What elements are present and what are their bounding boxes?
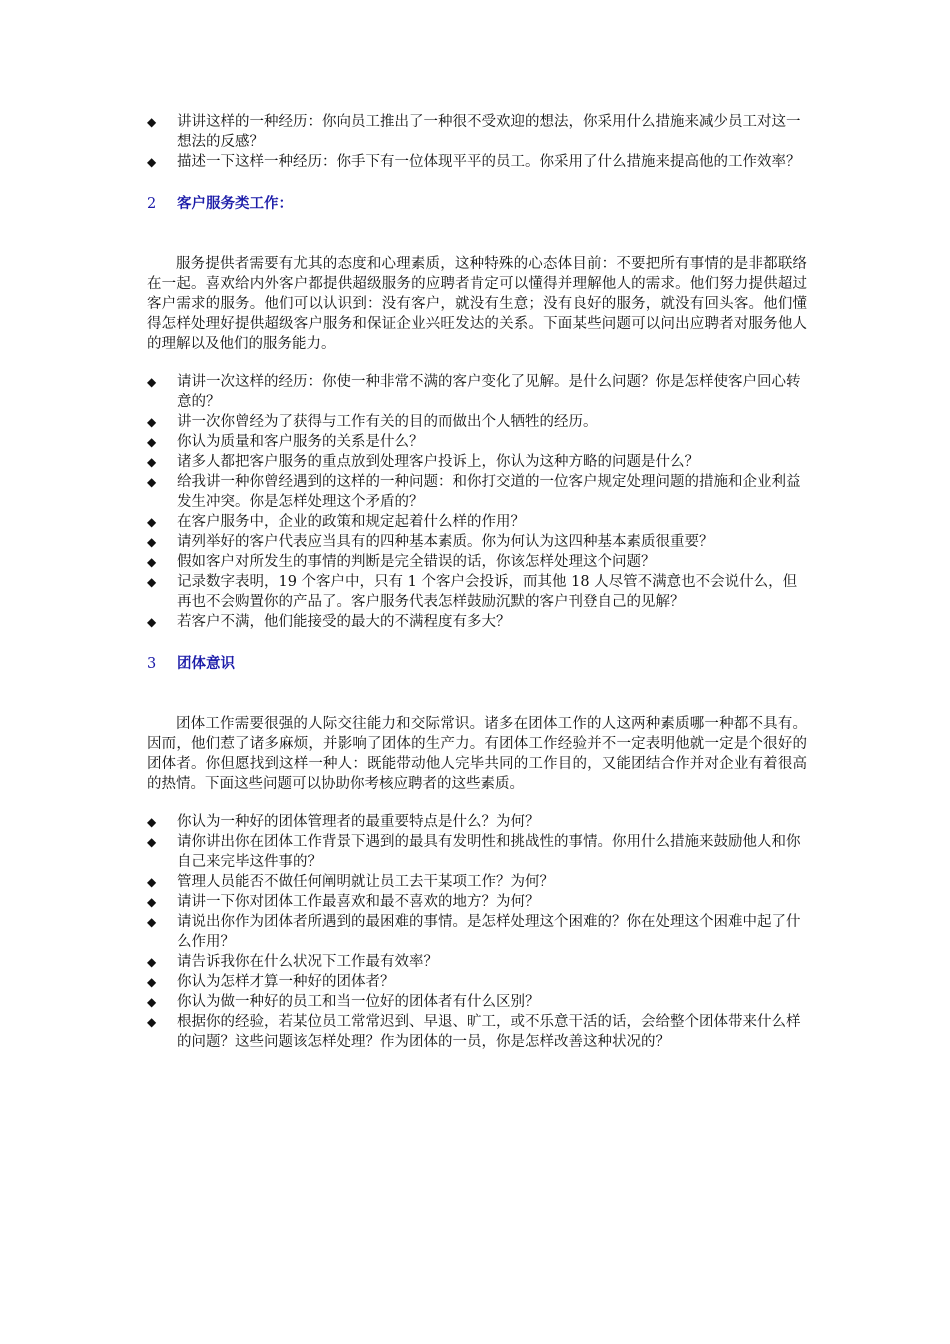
team-question-list — [147, 812, 807, 1052]
diamond-bullet-icon: ◆ — [147, 895, 157, 909]
document-page — [147, 112, 807, 1052]
section-paragraph: 团体工作需要很强的人际交往能力和交际常识。诸多在团体工作的人这两种素质哪一种都不具有。因而，他们惹了诸多麻烦，并影响了团体的生产力。有团体工作经验并不一定表明他就一定是个很好的团体者。你但愿找到这样一种人：既能带动他人完毕共同的工作目的，又能团结合作并对企业有着很高的热情。下面这些问题可以协助你考核应聘者的这些素质。 — [147, 716, 807, 792]
diamond-bullet-icon: ◆ — [147, 415, 157, 429]
list-item: ◆ 你认为怎样才算一种好的团体者？ — [147, 974, 395, 990]
list-item: ◆ 若客户不满，他们能接受的最大的不满程度有多大？ — [147, 614, 511, 630]
list-item: ◆ 根据你的经验，若某位员工常常迟到、早退、旷工，或不乐意干活的话，会给整个团体带来什么样的问题？这些问题该怎样处理？作为团体的一员，你是怎样改善这种状况的？ — [147, 1014, 801, 1050]
diamond-bullet-icon: ◆ — [147, 915, 157, 929]
diamond-bullet-icon: ◆ — [147, 615, 157, 629]
section-paragraph: 服务提供者需要有尤其的态度和心理素质，这种特殊的心态体目前：不要把所有事情的是非都联络在一起。喜欢给内外客户都提供超级服务的应聘者肯定可以懂得并理解他人的需求。他们努力提供超过客户需求的服务。他们可以认识到：没有客户，就没有生意；没有良好的服务，就没有回头客。他们懂得怎样处理好提供超级客户服务和保证企业兴旺发达的关系。下面某些问题可以问出应聘者对服务他人的理解以及他们的服务能力。 — [147, 256, 807, 352]
list-item: ◆ 请讲一次这样的经历：你使一种非常不满的客户变化了见解。是什么问题？你是怎样使客户回心转意的？ — [147, 374, 801, 410]
diamond-bullet-icon: ◆ — [147, 555, 157, 569]
diamond-bullet-icon: ◆ — [147, 975, 157, 989]
diamond-bullet-icon: ◆ — [147, 575, 157, 589]
list-item: ◆ 给我讲一种你曾经遇到的这样的一种问题：和你打交道的一位客户规定处理问题的措施和企业利益发生冲突。你是怎样处理这个矛盾的？ — [147, 474, 801, 510]
diamond-bullet-icon: ◆ — [147, 995, 157, 1009]
diamond-bullet-icon: ◆ — [147, 535, 157, 549]
list-item: ◆ 你认为做一种好的员工和当一位好的团体者有什么区别？ — [147, 994, 540, 1010]
list-item: ◆ 你认为质量和客户服务的关系是什么？ — [147, 434, 424, 450]
section-heading-team-awareness: 3 团体意识 — [147, 655, 235, 672]
section-heading-customer-service: 2 客户服务类工作： — [147, 195, 293, 212]
list-item: ◆ 请讲一下你对团体工作最喜欢和最不喜欢的地方？为何？ — [147, 894, 540, 910]
diamond-bullet-icon: ◆ — [147, 515, 157, 529]
diamond-bullet-icon: ◆ — [147, 455, 157, 469]
list-item: ◆ 管理人员能否不做任何阐明就让员工去干某项工作？为何？ — [147, 874, 554, 890]
diamond-bullet-icon: ◆ — [147, 815, 157, 829]
list-item: ◆ 请你讲出你在团体工作背景下遇到的最具有发明性和挑战性的事情。你用什么措施来鼓励他人和你自己来完毕这件事的？ — [147, 834, 801, 870]
diamond-bullet-icon: ◆ — [147, 875, 157, 889]
list-item: ◆ 请告诉我你在什么状况下工作最有效率？ — [147, 954, 438, 970]
diamond-bullet-icon: ◆ — [147, 155, 157, 169]
list-item: ◆ 讲讲这样的一种经历：你向员工推出了一种很不受欢迎的想法，你采用什么措施来减少员工对这一想法的反感？ — [147, 114, 801, 150]
list-item: ◆ 讲一次你曾经为了获得与工作有关的目的而做出个人牺牲的经历。 — [147, 414, 598, 430]
intro-question-list — [147, 112, 807, 172]
diamond-bullet-icon: ◆ — [147, 1015, 157, 1029]
list-item: ◆ 请说出你作为团体者所遇到的最困难的事情。是怎样处理这个困难的？你在处理这个困难中起了什么作用？ — [147, 914, 801, 950]
list-item: ◆ 你认为一种好的团体管理者的最重要特点是什么？为何？ — [147, 814, 540, 830]
diamond-bullet-icon: ◆ — [147, 475, 157, 489]
diamond-bullet-icon: ◆ — [147, 435, 157, 449]
list-item: ◆ 诸多人都把客户服务的重点放到处理客户投诉上，你认为这种方略的问题是什么？ — [147, 454, 699, 470]
list-item: ◆ 请列举好的客户代表应当具有的四种基本素质。你为何认为这四种基本素质很重要？ — [147, 534, 714, 550]
list-item: ◆ 记录数字表明，19 个客户中，只有 1 个客户会投诉，而其他 18 人尽管不满意也不会说什么，但再也不会购置你的产品了。客户服务代表怎样鼓励沉默的客户刊登自己的见解？ — [147, 574, 798, 610]
list-item: ◆ 在客户服务中，企业的政策和规定起着什么样的作用？ — [147, 514, 525, 530]
diamond-bullet-icon: ◆ — [147, 955, 157, 969]
list-item: ◆ 假如客户对所发生的事情的判断是完全错误的话，你该怎样处理这个问题？ — [147, 554, 656, 570]
customer-service-question-list — [147, 372, 807, 632]
diamond-bullet-icon: ◆ — [147, 835, 157, 849]
list-item: ◆ 描述一下这样一种经历：你手下有一位体现平平的员工。你采用了什么措施来提高他的工作效率？ — [147, 154, 801, 170]
diamond-bullet-icon: ◆ — [147, 375, 157, 389]
diamond-bullet-icon: ◆ — [147, 115, 157, 129]
